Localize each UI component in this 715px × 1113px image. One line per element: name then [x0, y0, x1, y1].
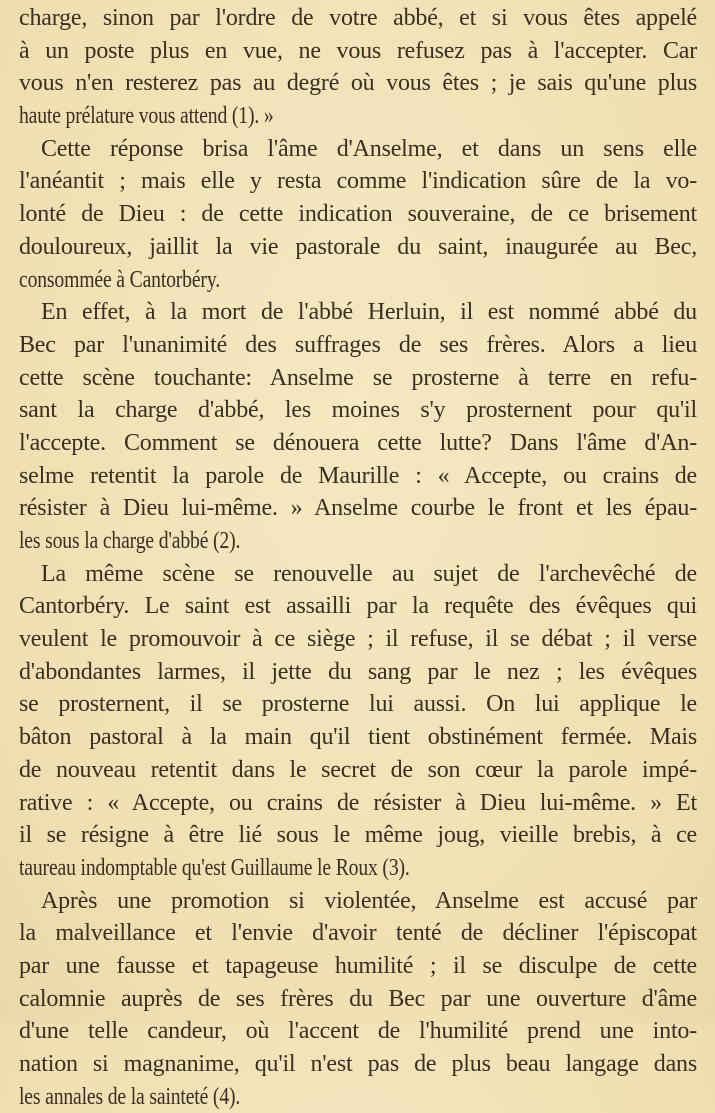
text-line: cette scène touchante: Anselme se prosterne à terre en refu-	[19, 364, 697, 391]
paragraph	[19, 133, 697, 296]
text-line: Cantorbéry. Le saint est assailli par la requête des évêques qui	[19, 593, 697, 620]
text-line: par une fausse et tapageuse humilité ; il se disculpe de cette	[19, 952, 697, 979]
text-line: Cette réponse brisa l'âme d'Anselme, et dans un sens elle	[41, 135, 697, 162]
text-line: rative : « Accepte, ou crains de résister à Dieu lui-même. » Et	[19, 789, 697, 816]
text-line: il se résigne à être lié sous le même joug, vieille brebis, à ce	[19, 822, 697, 849]
text-line: l'anéantit ; mais elle y resta comme l'indication sûre de la vo-	[19, 168, 697, 195]
text-line: veulent le promouvoir à ce siège ; il refuse, il se débat ; il verse	[19, 626, 697, 653]
text-line: la malveillance et l'envie d'avoir tenté de décliner l'épiscopat	[19, 920, 697, 947]
text-line: les annales de la sainteté (4).	[19, 1083, 241, 1110]
text-line: de nouveau retentit dans le secret de son cœur la parole impé-	[19, 756, 697, 783]
text-line: sant la charge d'abbé, les moines s'y prosternent pour qu'il	[19, 397, 697, 424]
book-page	[19, 2, 697, 1113]
text-line: l'accepte. Comment se dénouera cette lutte? Dans l'âme d'An-	[19, 429, 697, 456]
text-line: taureau indomptable qu'est Guillaume le Roux (3).	[19, 854, 410, 881]
text-line: consommée à Cantorbéry.	[19, 266, 220, 293]
text-line: charge, sinon par l'ordre de votre abbé, et si vous êtes appelé	[19, 5, 697, 31]
text-line: En effet, à la mort de l'abbé Herluin, il est nommé abbé du	[41, 299, 697, 326]
paragraph	[19, 296, 697, 558]
paragraph	[19, 558, 697, 885]
paragraph	[19, 2, 697, 133]
text-line: Après une promotion si violentée, Anselme est accusé par	[41, 887, 697, 914]
text-line: selme retentit la parole de Maurille : « Accepte, ou crains de	[19, 462, 697, 489]
text-line: résister à Dieu lui-même. » Anselme courbe le front et les épau-	[19, 495, 697, 522]
text-line: se prosternent, il se prosterne lui aussi. On lui applique le	[19, 691, 697, 718]
text-line: à un poste plus en vue, ne vous refusez pas à l'accepter. Car	[19, 37, 697, 64]
text-line: La même scène se renouvelle au sujet de l'archevêché de	[41, 560, 697, 587]
text-line: haute prélature vous attend (1). »	[19, 103, 274, 130]
text-line: Bec par l'unanimité des suffrages de ses frères. Alors a lieu	[19, 331, 697, 358]
text-line: bâton pastoral à la main qu'il tient obstinément fermée. Mais	[19, 724, 697, 751]
text-line: douloureux, jaillit la vie pastorale du saint, inaugurée au Bec,	[19, 233, 697, 260]
text-line: les sous la charge d'abbé (2).	[19, 528, 241, 554]
text-line: d'abondantes larmes, il jette du sang par le nez ; les évêques	[19, 658, 697, 685]
text-line: nation si magnanime, qu'il n'est pas de plus beau langage dans	[19, 1051, 697, 1077]
text-line: calomnie auprès de ses frères du Bec par une ouverture d'âme	[19, 985, 697, 1012]
text-line: d'une telle candeur, où l'accent de l'humilité prend une into-	[19, 1018, 697, 1045]
paragraph	[19, 885, 697, 1113]
text-line: lonté de Dieu : de cette indication souveraine, de ce brisement	[19, 201, 697, 228]
text-line: vous n'en resterez pas au degré où vous êtes ; je sais qu'une plus	[19, 70, 697, 97]
